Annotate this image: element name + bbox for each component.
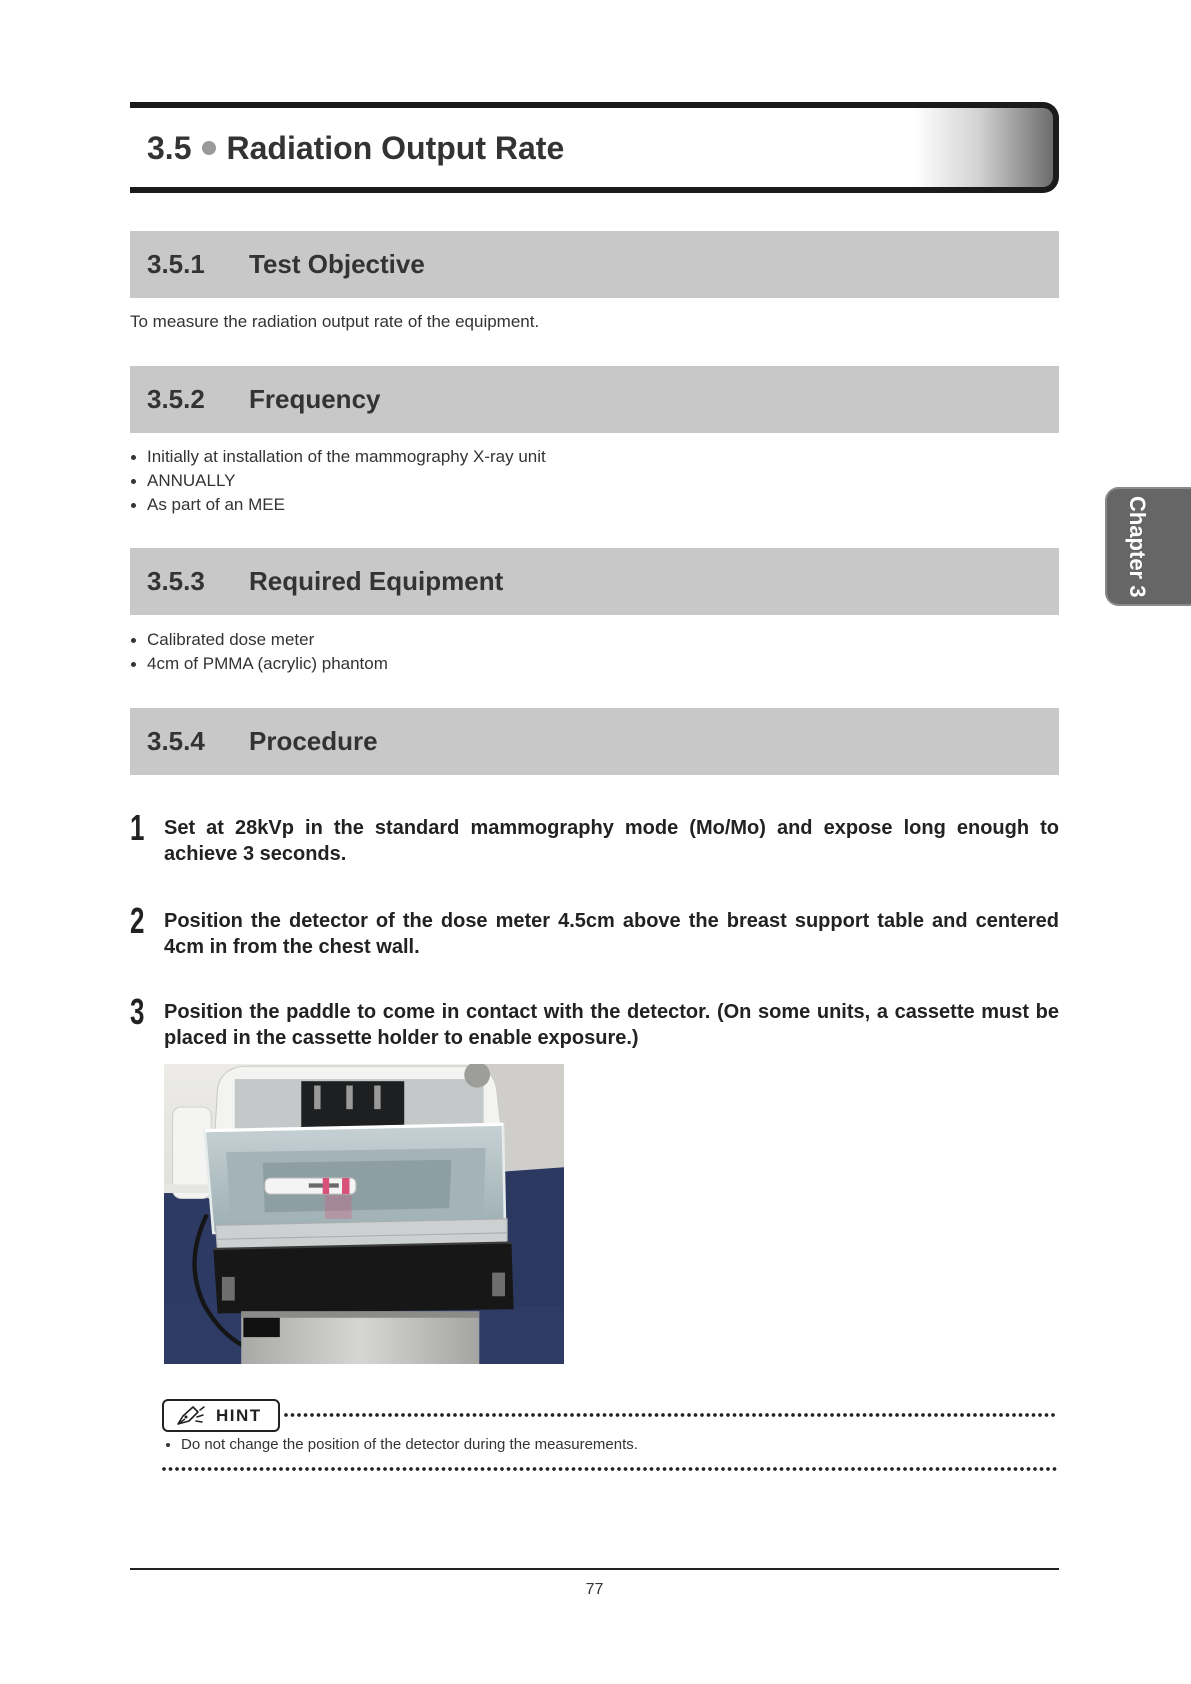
hint-badge <box>162 1399 280 1432</box>
hint-item-text: Do not change the position of the detector during the measurements. <box>181 1436 638 1453</box>
step-number: 3 <box>130 991 145 1032</box>
section-heading-title: Required Equipment <box>249 566 504 596</box>
section-heading-title: Procedure <box>249 726 378 756</box>
list-item-text: Initially at installation of the mammography X-ray unit <box>147 447 546 466</box>
list-item-text: As part of an MEE <box>147 495 285 514</box>
hint-label: HINT <box>216 1406 262 1425</box>
section-heading-number: 3.5.4 <box>147 726 205 756</box>
section-heading-number: 3.5.2 <box>147 384 205 414</box>
section-heading-required-equipment <box>130 548 1059 615</box>
hint-divider-top <box>284 1413 1057 1417</box>
step-number: 1 <box>130 807 145 848</box>
procedure-photo <box>164 1064 564 1364</box>
bullet-icon <box>131 638 136 643</box>
hint-item <box>162 1435 638 1455</box>
list-item-text: ANNUALLY <box>147 471 236 490</box>
procedure-step <box>130 900 1059 960</box>
bullet-icon <box>131 455 136 460</box>
list-item-text: Calibrated dose meter <box>147 630 315 649</box>
page-title: Radiation Output Rate <box>226 129 565 166</box>
section-heading-number: 3.5.3 <box>147 566 205 596</box>
list-item <box>130 628 388 652</box>
procedure-step <box>130 807 1059 867</box>
quill-pen-icon <box>175 1404 205 1426</box>
section-heading-frequency <box>130 366 1059 433</box>
section-heading-number: 3.5.1 <box>147 249 205 279</box>
procedure-step <box>130 991 1059 1051</box>
objective-text: To measure the radiation output rate of the equipment. <box>130 312 540 331</box>
list-item <box>130 445 546 469</box>
section-heading-title: Test Objective <box>249 249 425 279</box>
footer-divider <box>130 1568 1059 1570</box>
bullet-icon <box>131 503 136 508</box>
list-item <box>130 469 546 493</box>
chapter-section-title-box <box>130 102 1059 193</box>
bullet-icon <box>166 1443 170 1447</box>
list-item <box>130 493 546 517</box>
section-heading-title: Frequency <box>249 384 381 414</box>
hint-divider-bottom <box>162 1467 1057 1471</box>
step-text: Position the paddle to come in contact with the detector. (On some units, a cassette must be placed in the cassette holder to enable exposure.) <box>164 1001 1059 1049</box>
equipment-list <box>130 628 388 676</box>
bullet-icon <box>131 662 136 667</box>
step-text: Set at 28kVp in the standard mammography mode (Mo/Mo) and expose long enough to achieve 3 seconds. <box>164 817 1059 865</box>
bullet-icon <box>131 479 136 484</box>
list-item-text: 4cm of PMMA (acrylic) phantom <box>147 654 388 673</box>
section-number: 3.5 <box>147 129 192 166</box>
chapter-tab[interactable] <box>1105 487 1191 606</box>
list-item <box>130 652 388 676</box>
chapter-tab-label: Chapter 3 <box>1125 496 1150 598</box>
page-number: 77 <box>585 1581 604 1598</box>
step-text: Position the detector of the dose meter 4.5cm above the breast support table and centered 4cm in from the chest wall. <box>164 910 1059 958</box>
step-number: 2 <box>130 900 145 941</box>
frequency-list <box>130 445 546 517</box>
section-heading-procedure <box>130 708 1059 775</box>
section-heading-test-objective <box>130 231 1059 298</box>
bullet-circle-icon <box>202 141 216 155</box>
